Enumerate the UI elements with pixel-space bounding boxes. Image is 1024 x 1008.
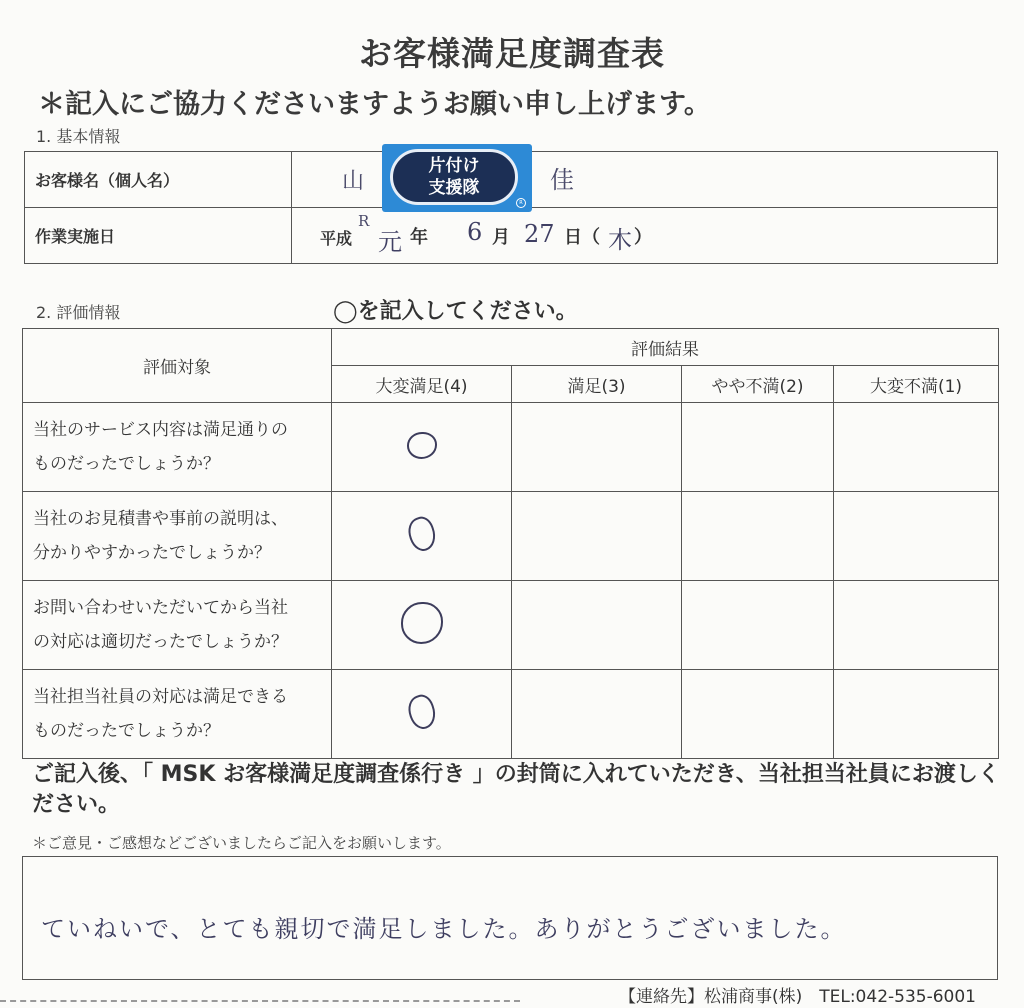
customer-name-handwriting-left: 山 (342, 169, 365, 194)
answer-cell[interactable] (332, 581, 512, 670)
year-handwritten: 元 (378, 228, 402, 256)
result-header: 評価結果 (332, 329, 999, 366)
comment-handwritten: ていねいで、とても親切で満足しました。ありがとうございました。 (41, 915, 847, 943)
weekday-handwritten: 木 (608, 226, 632, 254)
answer-cell[interactable] (512, 670, 682, 759)
weekday-close: ） (634, 227, 652, 248)
answer-cell[interactable] (834, 403, 999, 492)
work-date-value (292, 208, 998, 264)
comment-box[interactable] (22, 856, 998, 980)
question-text: 当社担当社員の対応は満足できる ものだったでしょうか？ (23, 670, 332, 759)
contact-footer: 【連絡先】松浦商事(株) TEL:042-535-6001 (618, 987, 976, 1007)
evaluation-instruction: ◯を記入してください。 (333, 299, 578, 324)
question-text: 当社のサービス内容は満足通りの ものだったでしょうか？ (23, 403, 332, 492)
question-row (23, 581, 999, 670)
answer-cell[interactable] (332, 670, 512, 759)
answer-cell[interactable] (512, 581, 682, 670)
logo-registered-mark: R (516, 198, 526, 208)
answer-cell[interactable] (332, 403, 512, 492)
day-handwritten: 27 (524, 220, 555, 248)
customer-name-label: お客様名（個人名） (25, 152, 292, 208)
answer-cell[interactable] (332, 492, 512, 581)
evaluation-table (22, 328, 999, 759)
basic-info-table (24, 151, 998, 264)
scale-header-4: 大変満足(4) (332, 366, 512, 403)
perforation-line (0, 1000, 520, 1002)
scale-header-2: やや不満(2) (682, 366, 834, 403)
company-logo-sticker (382, 144, 532, 212)
era-printed: 平成 (320, 229, 353, 248)
answer-cell[interactable] (834, 492, 999, 581)
answer-cell[interactable] (834, 581, 999, 670)
answer-cell[interactable] (682, 581, 834, 670)
work-date-label: 作業実施日 (25, 208, 292, 264)
logo-text-line1: 片付け (428, 156, 480, 176)
customer-name-handwriting-right: 佳 (550, 166, 574, 194)
answer-cell[interactable] (682, 492, 834, 581)
subject-header: 評価対象 (23, 329, 332, 403)
comment-note: ＊ご意見・ご感想などございましたらご記入をお願いします。 (32, 834, 451, 852)
answer-cell[interactable] (512, 492, 682, 581)
day-unit: 日（ (564, 227, 600, 248)
evaluation-heading: 2. 評価情報 (36, 303, 121, 322)
month-unit: 月 (492, 227, 510, 248)
answer-cell[interactable] (512, 403, 682, 492)
answer-cell[interactable] (834, 670, 999, 759)
circle-mark (407, 432, 437, 459)
question-row (23, 492, 999, 581)
question-row (23, 403, 999, 492)
answer-cell[interactable] (682, 403, 834, 492)
circle-mark (401, 602, 443, 644)
document-title: お客様満足度調査表 (359, 34, 665, 73)
question-text: 当社のお見積書や事前の説明は、 分かりやすかったでしょうか？ (23, 492, 332, 581)
closing-instruction: ご記入後、「 MSK お客様満足度調査係行き 」の封筒に入れていただき、当社担当社員にお渡しください。 (32, 762, 1000, 817)
circle-mark (403, 692, 439, 733)
question-row (23, 670, 999, 759)
scale-header-1: 大変不満(1) (834, 366, 999, 403)
basic-info-heading: 1. 基本情報 (36, 127, 121, 146)
intro-text: ＊記入にご協力くださいますようお願い申し上げます。 (38, 89, 711, 120)
month-handwritten: 6 (467, 218, 483, 246)
circle-mark (403, 514, 439, 555)
year-unit: 年 (410, 227, 428, 248)
answer-cell[interactable] (682, 670, 834, 759)
scale-header-3: 満足(3) (512, 366, 682, 403)
era-handwritten-mark: R (358, 212, 370, 230)
question-text: お問い合わせいただいてから当社 の対応は適切だったでしょうか？ (23, 581, 332, 670)
customer-name-value (292, 152, 998, 208)
logo-text-line2: 支援隊 (428, 178, 480, 198)
